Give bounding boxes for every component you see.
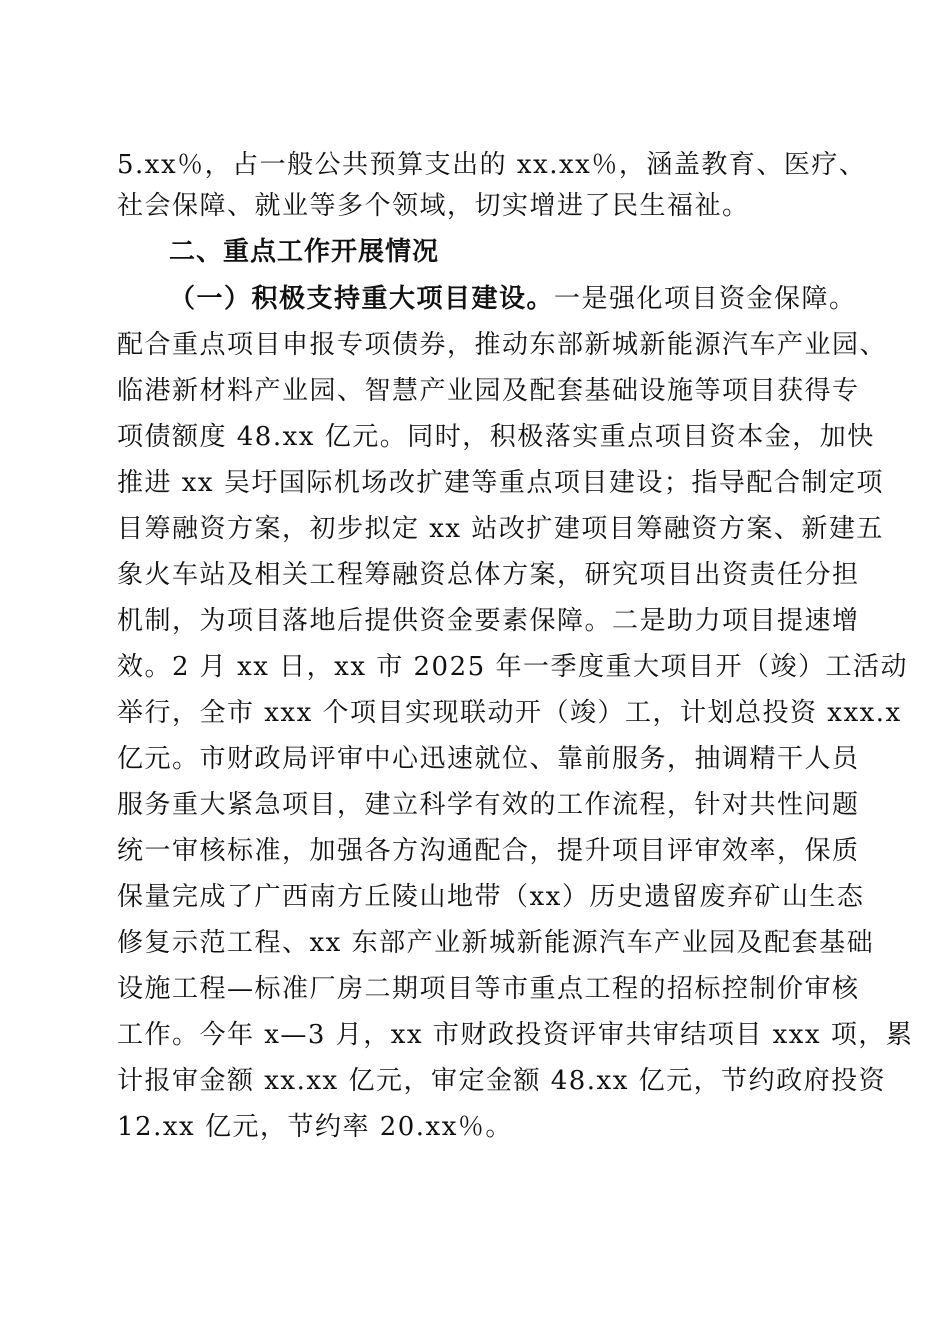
body-line-18: 计报审金额 xx.xx 亿元，审定金额 48.xx 亿元，节约政府投资: [117, 1066, 887, 1096]
body-line-12: 服务重大紧急项目，建立科学有效的工作流程，针对共性问题: [117, 790, 860, 820]
body-line-2: 配合重点项目申报专项债券，推动东部新城新能源汽车产业园、: [117, 330, 888, 360]
body-line-10: 举行，全市 xxx 个项目实现联动开（竣）工，计划总投资 xxx.x: [117, 698, 902, 728]
body-line-14: 保量完成了广西南方丘陵山地带（xx）历史遗留废弃矿山生态: [117, 882, 865, 912]
intro-line-1: 5.xx％，占一般公共预算支出的 xx.xx％，涵盖教育、医疗、: [117, 150, 867, 180]
body-line-9: 效。2 月 xx 日，xx 市 2025 年一季度重大项目开（竣）工活动: [117, 652, 908, 682]
body-line-3: 临港新材料产业园、智慧产业园及配套基础设施等项目获得专: [117, 376, 860, 406]
body-line-15: 修复示范工程、xx 东部产业新城新能源汽车产业园及配套基础: [117, 928, 875, 958]
body-line-11: 亿元。市财政局评审中心迅速就位、靠前服务，抽调精干人员: [117, 744, 860, 774]
body-line-16: 设施工程—标准厂房二期项目等市重点工程的招标控制价审核: [117, 974, 860, 1004]
subsection-first-line: [169, 280, 891, 318]
body-line-4: 项债额度 48.xx 亿元。同时，积极落实重点项目资本金，加快: [117, 422, 875, 452]
body-line-17: 工作。今年 x—3 月，xx 市财政投资评审共审结项目 xxx 项，累: [117, 1020, 914, 1050]
body-line-5: 推进 xx 吴圩国际机场改扩建等重点项目建设；指导配合制定项: [117, 468, 884, 498]
body-line-7: 象火车站及相关工程筹融资总体方案，研究项目出资责任分担: [117, 560, 860, 590]
section-heading: 二、重点工作开展情况: [169, 237, 440, 267]
body-line-19: 12.xx 亿元，节约率 20.xx％。: [117, 1112, 513, 1142]
body-line-8: 机制，为项目落地后提供资金要素保障。二是助力项目提速增: [117, 606, 860, 636]
intro-line-2: 社会保障、就业等多个领域，切实增进了民生福祉。: [117, 191, 750, 221]
subsection-title: （一）积极支持重大项目建设。: [169, 284, 555, 314]
body-line-1: 一是强化项目资金保障。: [554, 284, 857, 314]
body-line-6: 目筹融资方案，初步拟定 xx 站改扩建项目筹融资方案、新建五: [117, 514, 884, 544]
body-line-13: 统一审核标准，加强各方沟通配合，提升项目评审效率，保质: [117, 836, 860, 866]
